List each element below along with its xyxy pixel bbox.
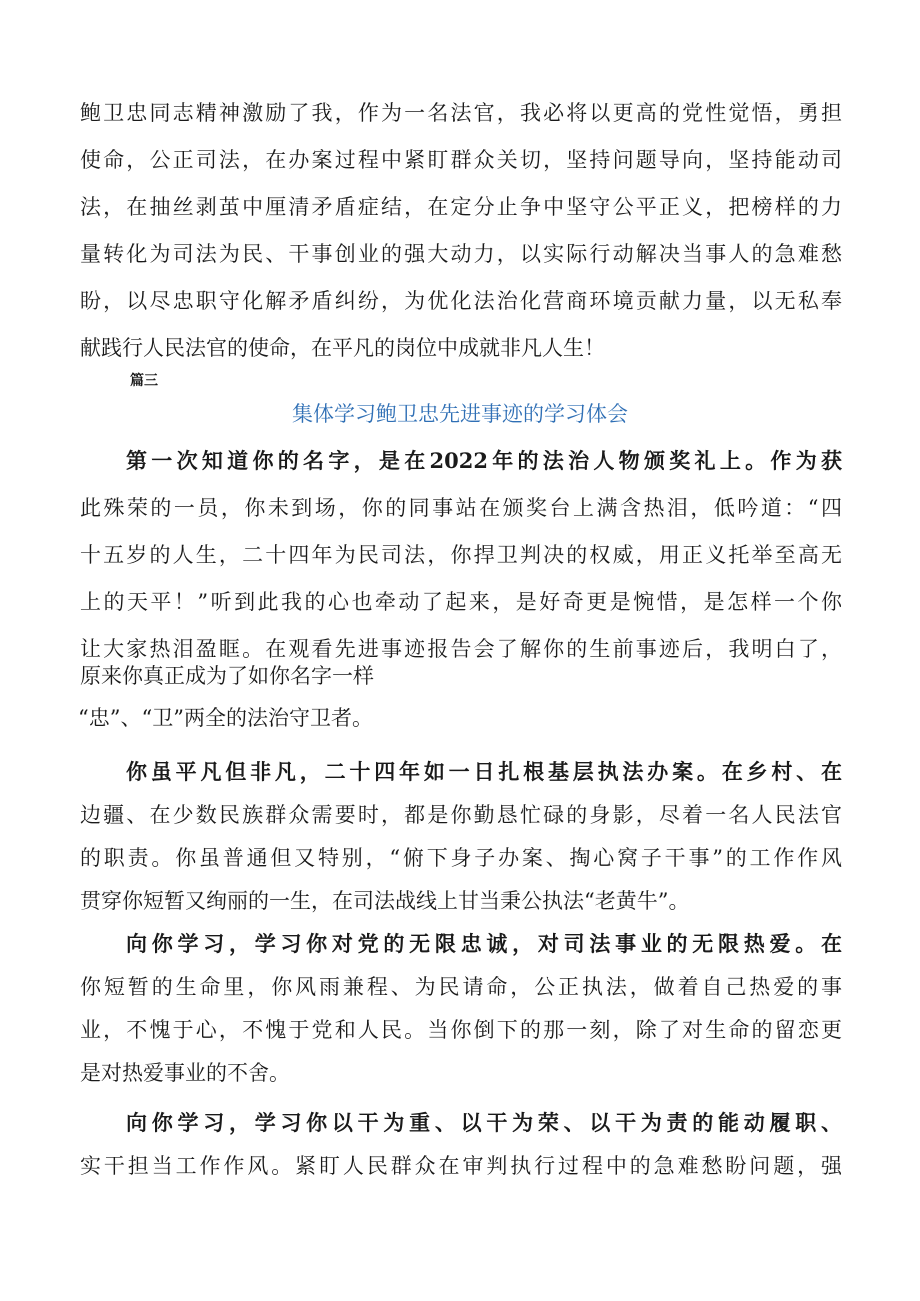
text-line: 量转化为司法为民、干事创业的强大动力，以实际行动解决当事人的急难愁 [80,242,842,266]
text-line: 业，不愧于心，不愧于党和人民。当你倒下的那一刻，除了对生命的留恋更 [80,1018,842,1042]
text-line: 你虽平凡但非凡，二十四年如一日扎根基层执法办案。在乡村、在 [126,759,842,784]
text-line: 向你学习，学习你对党的无限忠诚，对司法事业的无限热爱。在 [126,931,842,956]
text-line: 盼，以尽忠职守化解矛盾纠纷，为优化法治化营商环境贡献力量，以无私奉 [80,289,842,313]
text-line: 是对热爱事业的不舍。 [80,1061,290,1085]
text-line: 此殊荣的一员，你未到场，你的同事站在颁奖台上满含热泪，低吟道：“四 [80,496,842,520]
text-line: 鲍卫忠同志精神激励了我，作为一名法官，我必将以更高的党性觉悟，勇担 [80,101,842,125]
text-line: 向你学习，学习你以干为重、以干为荣、以干为责的能动履职、 [126,1110,842,1135]
text-line: 献践行人民法官的使命，在平凡的岗位中成就非凡人生！ [80,336,605,360]
text-line: 实干担当工作作风。紧盯人民群众在审判执行过程中的急难愁盼问题，强 [80,1154,842,1178]
text-line: 贯穿你短暂又绚丽的一生，在司法战线上甘当秉公执法“老黄牛”。 [80,889,690,913]
text-line: 第一次知道你的名字，是在2022年的法治人物颁奖礼上。作为获 [126,448,842,473]
text-line: 十五岁的人生，二十四年为民司法，你捍卫判决的权威，用正义托举至高无 [80,543,842,567]
text-line: 原来你真正成为了如你名字一样 [80,664,374,688]
text-line: 让大家热泪盈眶。在观看先进事迹报告会了解你的生前事迹后，我明白了， [80,637,842,661]
text-line: 你短暂的生命里，你风雨兼程、为民请命，公正执法，做着自己热爱的事 [80,975,842,999]
text-line: “忠”、“卫”两全的法治守卫者。 [78,706,373,730]
text-line: 边疆、在少数民族群众需要时，都是你勤恳忙碌的身影，尽着一名人民法官 [80,803,842,827]
text-line: 的职责。你虽普通但又特别，“俯下身子办案、掏心窝子干事”的工作作风 [80,846,842,870]
text-line: 使命，公正司法，在办案过程中紧盯群众关切，坚持问题导向，坚持能动司 [80,148,842,172]
section-label: 篇三 [130,373,158,389]
text-line: 上的天平！”听到此我的心也牵动了起来，是好奇更是惋惜，是怎样一个你 [80,590,842,614]
article-title: 集体学习鲍卫忠先进事迹的学习体会 [292,402,628,426]
text-line: 法，在抽丝剥茧中厘清矛盾症结，在定分止争中坚守公平正义，把榜样的力 [80,195,842,219]
